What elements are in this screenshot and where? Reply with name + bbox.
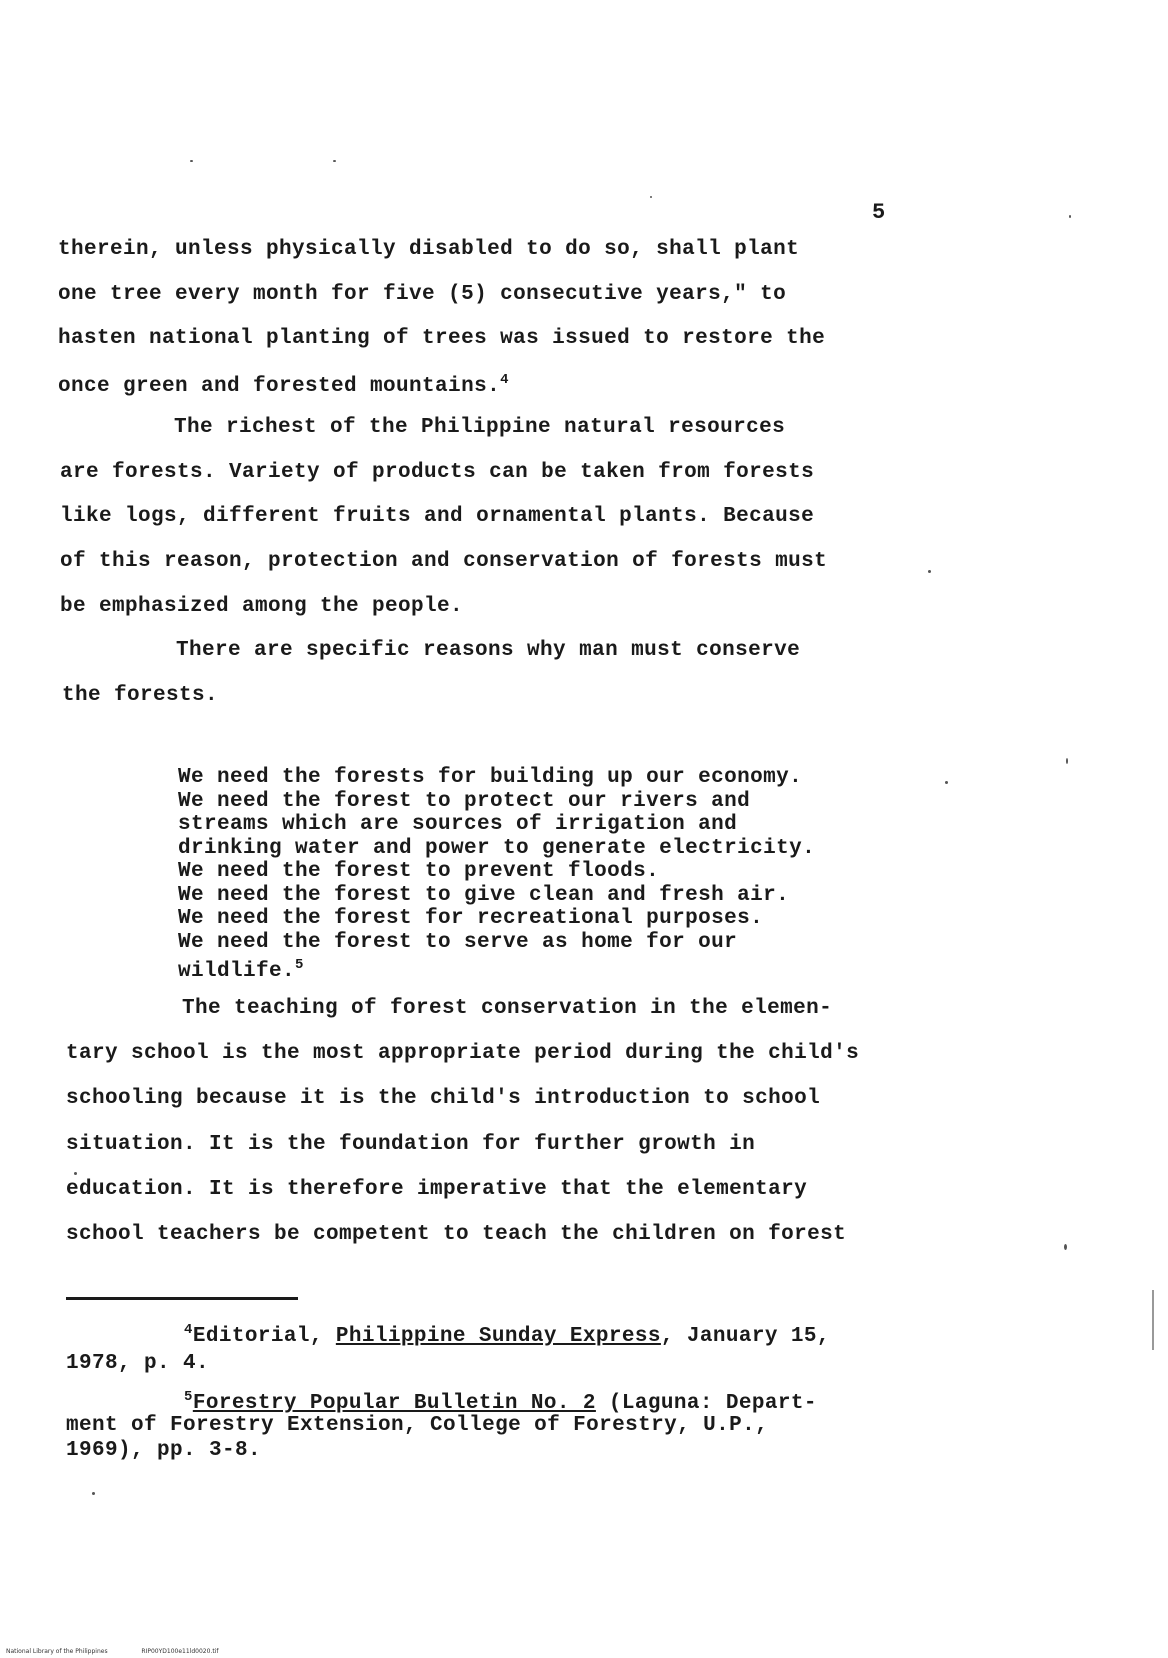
paragraph-3-line-1: There are specific reasons why man must conserve [176, 639, 801, 662]
scan-speck [650, 196, 652, 198]
paragraph-1-line-4-text: once green and forested mountains. [58, 375, 501, 398]
scan-speck [1066, 758, 1068, 764]
footnote-ref-5: 5 [295, 957, 304, 973]
scan-footer-left: National Library of the Philippines [6, 1648, 108, 1655]
paragraph-4-line-3: schooling because it is the child's introduction to school [66, 1087, 821, 1110]
footnote-4-mark: 4 [184, 1322, 193, 1338]
footnote-4-prefix: Editorial, [192, 1325, 336, 1348]
page-number: 5 [872, 200, 886, 225]
footnote-5-line-3: 1969), pp. 3-8. [66, 1439, 262, 1462]
scan-speck [1069, 215, 1071, 218]
quote-line-4: drinking water and power to generate electricity. [178, 836, 816, 860]
footnote-4-suffix: , January 15, [660, 1325, 830, 1348]
paragraph-4-line-1: The teaching of forest conservation in the elemen- [182, 997, 833, 1020]
quote-line-5: We need the forest to prevent floods. [178, 860, 660, 883]
quote-line-1: We need the forests for building up our economy. [178, 766, 803, 789]
paragraph-1-line-2: one tree every month for five (5) consecutive years," to [58, 283, 787, 306]
quote-line-8: We need the forest to serve as home for our [178, 930, 738, 954]
quote-line-9-text: wildlife. [178, 960, 296, 983]
footnote-separator [66, 1297, 298, 1300]
footnote-5-suffix: (Laguna: Depart- [595, 1392, 817, 1415]
footnote-ref-4: 4 [500, 372, 509, 388]
scan-speck [74, 1172, 77, 1175]
scan-footer [6, 1648, 218, 1655]
paragraph-2-line-2: are forests. Variety of products can be taken from forests [60, 461, 815, 484]
footnote-5-line-2: ment of Forestry Extension, College of Forestry, U.P., [66, 1414, 769, 1437]
footnote-5-mark: 5 [184, 1389, 193, 1405]
scan-speck [190, 160, 193, 162]
scan-speck [928, 570, 931, 573]
paragraph-2-line-4: of this reason, protection and conservation of forests must [60, 550, 828, 573]
quote-line-3: streams which are sources of irrigation and [178, 813, 738, 836]
scan-footer-right: RIP00YD100e11ld0020.tif [141, 1648, 219, 1655]
block-quote [178, 766, 815, 984]
paragraph-4-line-2: tary school is the most appropriate period during the child's [66, 1042, 860, 1065]
footnote-4-title: Philippine Sunday Express [335, 1325, 661, 1348]
footnote-5-title: Forestry Popular Bulletin No. 2 [192, 1392, 596, 1415]
quote-line-2: We need the forest to protect our rivers and [178, 789, 751, 813]
paragraph-4-line-6: school teachers be competent to teach the children on forest [66, 1223, 847, 1246]
paragraph-2-line-1: The richest of the Philippine natural resources [174, 416, 786, 439]
paragraph-1-line-4 [58, 372, 509, 398]
paragraph-4-line-5: education. It is therefore imperative that the elementary [66, 1178, 808, 1201]
footnote-4-line-2: 1978, p. 4. [66, 1352, 210, 1375]
footnote-5-line-1 [184, 1389, 817, 1415]
paragraph-4-line-4: situation. It is the foundation for further growth in [66, 1133, 756, 1156]
paragraph-1-line-1: therein, unless physically disabled to do so, shall plant [58, 238, 800, 261]
scan-speck [92, 1492, 95, 1495]
paragraph-2-line-3: like logs, different fruits and ornamental plants. Because [60, 505, 815, 528]
paragraph-3-line-2: the forests. [62, 684, 219, 707]
scan-speck [333, 160, 336, 162]
paragraph-1-line-3: hasten national planting of trees was issued to restore the [58, 327, 826, 350]
scan-speck [945, 781, 948, 784]
paragraph-2-line-5: be emphasized among the people. [60, 595, 464, 618]
footnote-4-line-1 [184, 1322, 830, 1348]
scan-edge-mark [1152, 1290, 1154, 1350]
quote-line-7: We need the forest for recreational purposes. [178, 907, 764, 930]
quote-line-6: We need the forest to give clean and fresh air. [178, 883, 790, 907]
quote-line-9 [178, 954, 815, 984]
scan-speck [1064, 1244, 1067, 1250]
